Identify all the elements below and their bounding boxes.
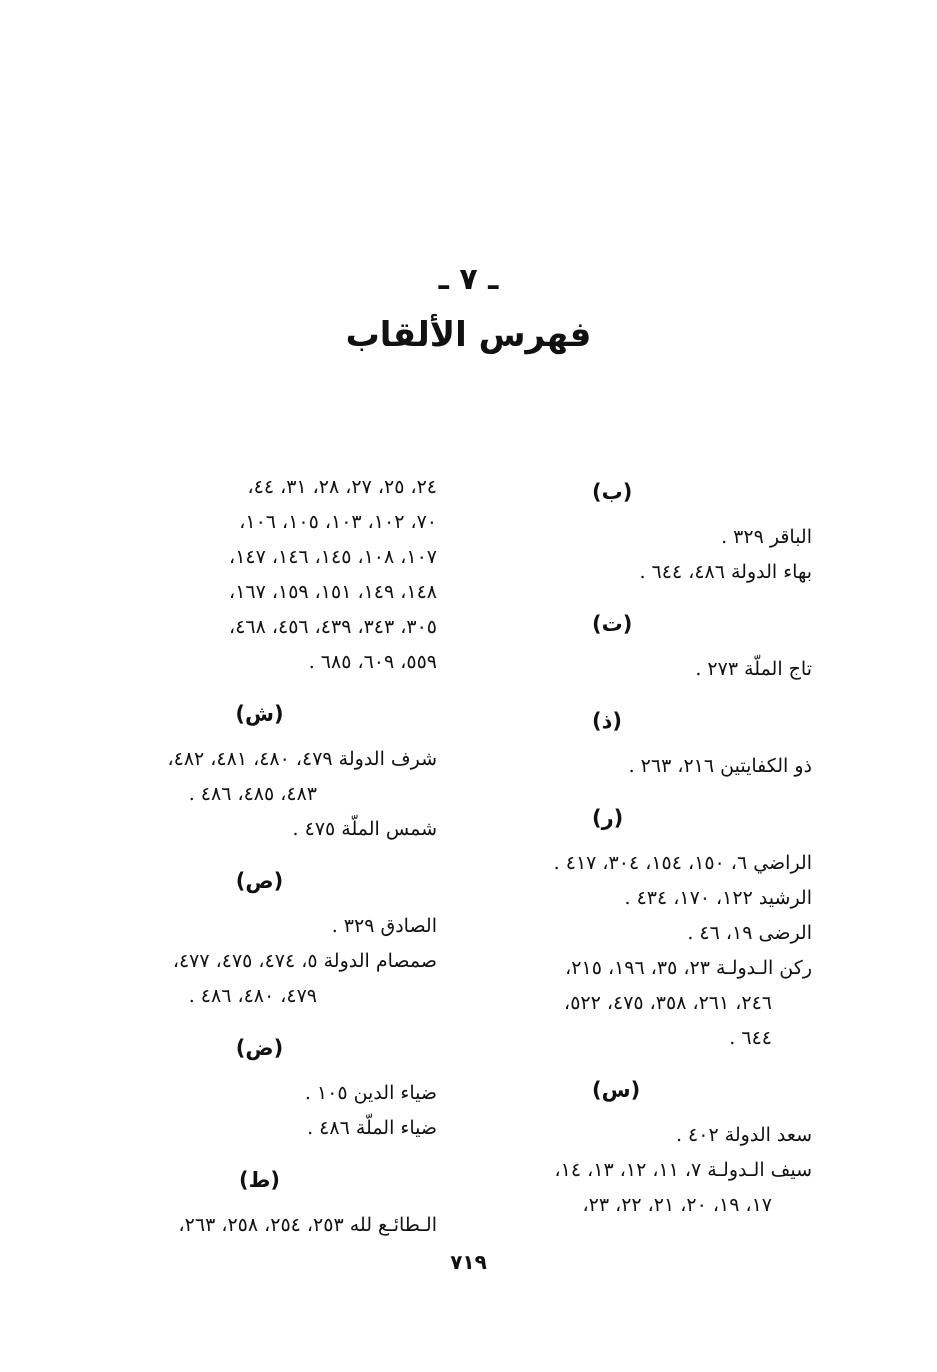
index-entry-continuation: ٤٧٩، ٤٨٠، ٤٨٦ .	[188, 985, 317, 1007]
section-heading-sad: (ص)	[235, 869, 284, 893]
section-heading-dad: (ض)	[235, 1036, 284, 1060]
index-entry: شمس الملّة ٤٧٥ .	[292, 818, 437, 840]
section-heading-ta: (ت)	[592, 612, 633, 636]
index-entry-continuation: ٢٤٦، ٢٦١، ٣٥٨، ٤٧٥، ٥٢٢،	[564, 992, 772, 1014]
page-number: ٧١٩	[450, 1250, 487, 1274]
index-entry-continuation: ٦٤٤ .	[729, 1027, 772, 1049]
left-column	[92, 470, 437, 1243]
section-heading-shin: (ش)	[235, 702, 284, 726]
section-heading-taa: (ط)	[238, 1168, 280, 1192]
index-entry: الـطائـع لله ٢٥٣، ٢٥٤، ٢٥٨، ٢٦٣،	[178, 1214, 437, 1236]
index-entry: ضياء الدين ١٠٥ .	[304, 1082, 437, 1104]
index-entry: الرشيد ١٢٢، ١٧٠، ٤٣٤ .	[624, 887, 812, 909]
chapter-number: ـ ٧ ـ	[438, 262, 499, 297]
index-entry-continuation: ١٠٧، ١٠٨، ١٤٥، ١٤٦، ١٤٧،	[229, 546, 437, 568]
index-entry: صمصام الدولة ٥، ٤٧٤، ٤٧٥، ٤٧٧،	[172, 950, 437, 972]
index-entry-continuation: ٤٨٣، ٤٨٥، ٤٨٦ .	[188, 783, 317, 805]
index-entry: ركن الـدولـة ٢٣، ٣٥، ١٩٦، ٢١٥،	[565, 957, 812, 979]
index-entry: بهاء الدولة ٤٨٦، ٦٤٤ .	[639, 561, 812, 583]
index-entry-continuation: ٢٤، ٢٥، ٢٧، ٢٨، ٣١، ٤٤،	[247, 476, 437, 498]
section-heading-ra: (ر)	[592, 806, 624, 830]
section-heading-sin: (س)	[592, 1078, 641, 1102]
index-title: فهرس الألقاب	[345, 315, 592, 355]
index-entry-continuation: ١٧، ١٩، ٢٠، ٢١، ٢٢، ٢٣،	[582, 1194, 772, 1216]
index-entry: سعد الدولة ٤٠٢ .	[675, 1124, 812, 1146]
index-entry-continuation: ٥٥٩، ٦٠٩، ٦٨٥ .	[308, 651, 437, 673]
section-heading-dhal: (ذ)	[592, 709, 622, 733]
index-entry: الصادق ٣٢٩ .	[331, 915, 437, 937]
index-entry: شرف الدولة ٤٧٩، ٤٨٠، ٤٨١، ٤٨٢،	[167, 748, 437, 770]
index-entry: ذو الكفايتين ٢١٦، ٢٦٣ .	[628, 755, 812, 777]
index-entry-continuation: ٧٠، ١٠٢، ١٠٣، ١٠٥، ١٠٦،	[239, 511, 437, 533]
index-entry: ضياء الملّة ٤٨٦ .	[307, 1117, 437, 1139]
index-entry: تاج الملّة ٢٧٣ .	[695, 658, 812, 680]
index-entry: الباقر ٣٢٩ .	[721, 526, 812, 548]
right-column	[472, 470, 812, 1223]
index-entry: الراضي ٦، ١٥٠، ١٥٤، ٣٠٤، ٤١٧ .	[553, 852, 812, 874]
index-entry: سيف الـدولـة ٧، ١١، ١٢، ١٣، ١٤،	[554, 1159, 812, 1181]
index-entry-continuation: ٣٠٥، ٣٤٣، ٤٣٩، ٤٥٦، ٤٦٨،	[229, 616, 437, 638]
section-heading-ba: (ب)	[592, 480, 633, 504]
index-entry: الرضى ١٩، ٤٦ .	[687, 922, 812, 944]
index-entry-continuation: ١٤٨، ١٤٩، ١٥١، ١٥٩، ١٦٧،	[229, 581, 437, 603]
